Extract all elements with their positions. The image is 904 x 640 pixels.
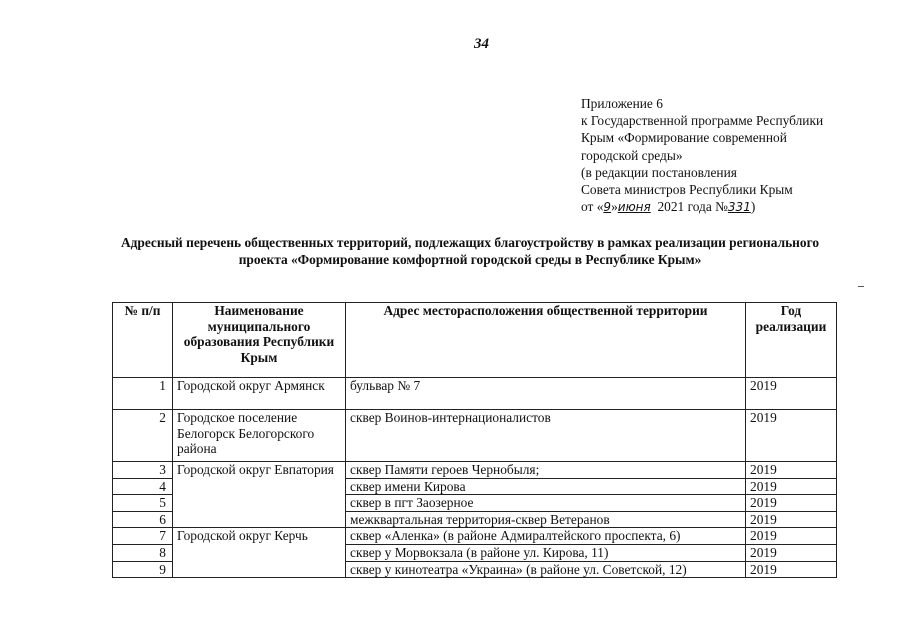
header-num: № п/п xyxy=(113,303,173,378)
cell-municipality: Городской округ Армянск xyxy=(173,378,346,410)
appendix-block xyxy=(581,95,823,216)
appendix-line: к Государственной программе Республики xyxy=(581,113,824,129)
appendix-line: (в редакции постановления xyxy=(581,164,737,180)
cell-year: 2019 xyxy=(746,511,837,528)
cell-address: сквер Воинов-интернационалистов xyxy=(346,410,746,462)
table-header-row xyxy=(113,303,837,378)
cell-num: 2 xyxy=(113,410,173,462)
date-mid: » xyxy=(611,199,618,215)
document-title xyxy=(70,234,870,268)
date-prefix: от « xyxy=(581,199,604,215)
table-row xyxy=(113,378,837,410)
cell-year: 2019 xyxy=(746,478,837,495)
appendix-line: Крым «Формирование современной xyxy=(581,130,787,146)
appendix-date-line xyxy=(581,198,823,216)
cell-year: 2019 xyxy=(746,561,837,578)
cell-municipality: Городской округ Керчь xyxy=(173,528,346,578)
cell-address: сквер имени Кирова xyxy=(346,478,746,495)
cell-num: 6 xyxy=(113,511,173,528)
cell-address: межквартальная территория-сквер Ветеранов xyxy=(346,511,746,528)
cell-year: 2019 xyxy=(746,462,837,479)
cell-municipality: Городское поселение Белогорск Белогорского района xyxy=(173,410,346,462)
resolution-number: 331 xyxy=(727,200,751,215)
cell-municipality: Городской округ Евпатория xyxy=(173,462,346,528)
date-day: 9 xyxy=(603,200,612,215)
header-year: Год реализации xyxy=(746,303,837,378)
appendix-line: Приложение 6 xyxy=(581,96,663,111)
cell-year: 2019 xyxy=(746,495,837,512)
cell-year: 2019 xyxy=(746,378,837,410)
cell-num: 1 xyxy=(113,378,173,410)
cell-year: 2019 xyxy=(746,410,837,462)
appendix-line: городской среды» xyxy=(581,147,683,163)
table-row xyxy=(113,462,837,479)
table-row xyxy=(113,528,837,545)
territories-table xyxy=(112,302,837,578)
cell-address: сквер у Морвокзала (в районе ул. Кирова, 11) xyxy=(346,544,746,561)
header-municipality: Наименование муниципального образования Республики Крым xyxy=(173,303,346,378)
cell-address: сквер «Аленка» (в районе Адмиралтейского проспекта, 6) xyxy=(346,528,746,545)
appendix-line: Совета министров Республики Крым xyxy=(581,182,793,198)
title-line: Адресный перечень общественных территорий, подлежащих благоустройству в рамках реализации регионального xyxy=(120,235,820,250)
cell-num: 9 xyxy=(113,561,173,578)
cell-num: 3 xyxy=(113,462,173,479)
cell-address: сквер у кинотеатра «Украина» (в районе ул. Советской, 12) xyxy=(346,561,746,578)
page-number: 34 xyxy=(474,36,489,52)
cell-num: 5 xyxy=(113,495,173,512)
cell-address: бульвар № 7 xyxy=(346,378,746,410)
margin-mark xyxy=(858,286,864,287)
cell-address: сквер в пгт Заозерное xyxy=(346,495,746,512)
date-month: июня xyxy=(617,200,651,215)
cell-address: сквер Памяти героев Чернобыля; xyxy=(346,462,746,479)
cell-year: 2019 xyxy=(746,528,837,545)
cell-num: 7 xyxy=(113,528,173,545)
cell-year: 2019 xyxy=(746,544,837,561)
header-address: Адрес месторасположения общественной территории xyxy=(346,303,746,378)
date-year: 2021 года № xyxy=(657,199,728,215)
cell-num: 4 xyxy=(113,478,173,495)
cell-num: 8 xyxy=(113,544,173,561)
title-line: проекта «Формирование комфортной городской среды в Республике Крым» xyxy=(238,252,702,267)
table-row xyxy=(113,410,837,462)
date-suffix: ) xyxy=(750,199,756,215)
